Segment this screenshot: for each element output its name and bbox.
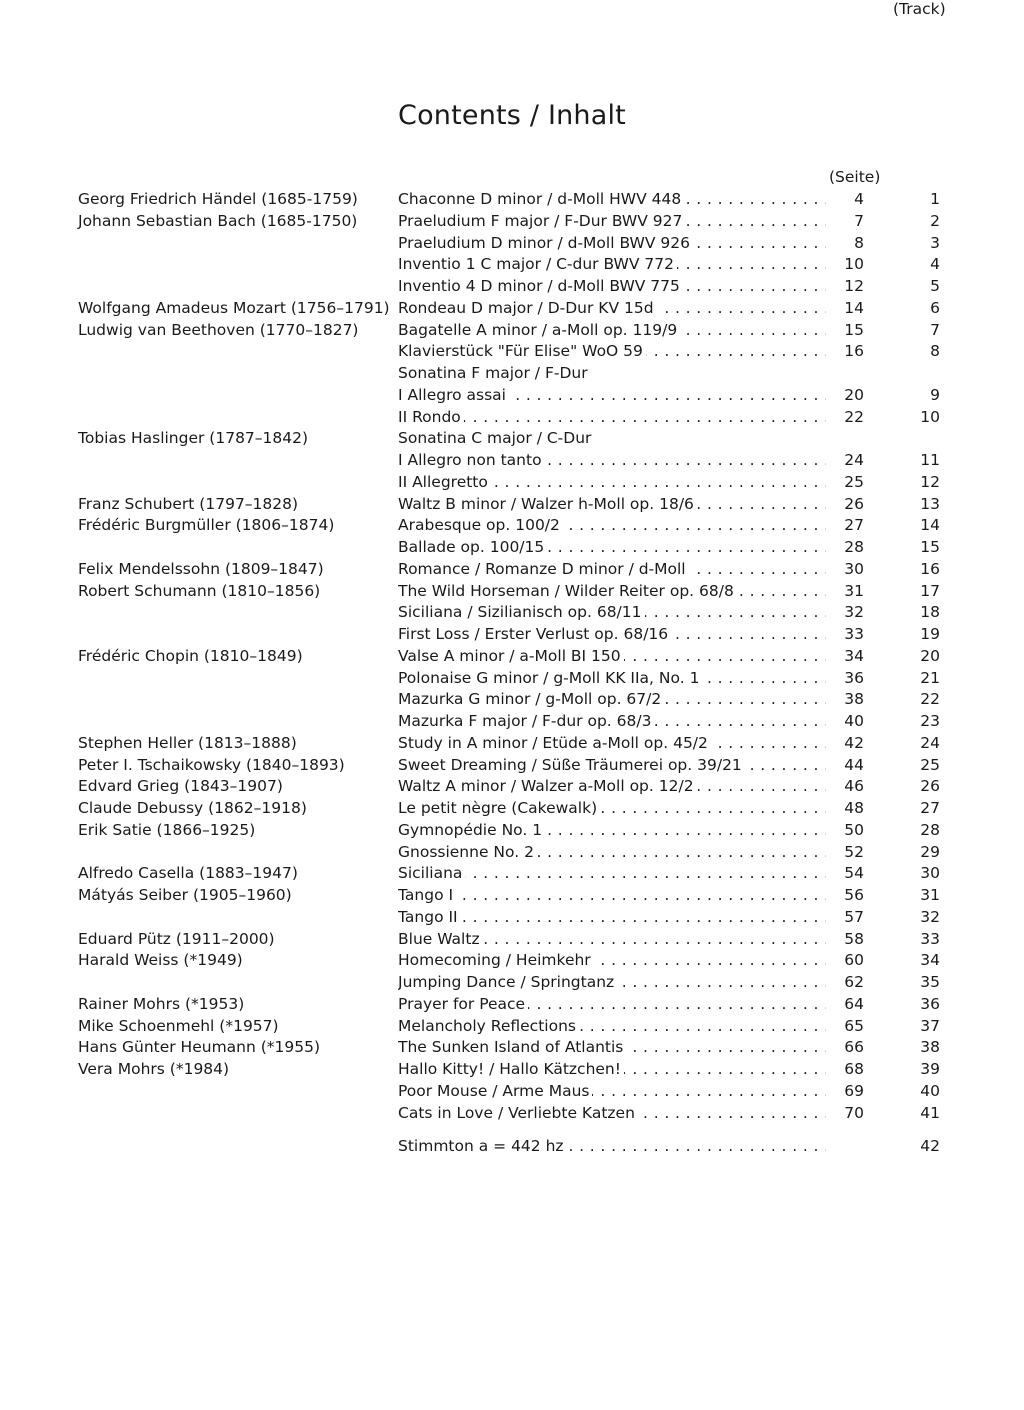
track-number: 40 (920, 1081, 940, 1100)
toc-row (0, 406, 1024, 428)
piece-title-cell (398, 884, 826, 906)
page-number: 22 (844, 407, 864, 426)
track-number: 12 (920, 472, 940, 491)
piece-title: The Wild Horseman / Wilder Reiter op. 68/8 (398, 582, 737, 600)
piece-title: Sonatina F major / F-Dur (398, 364, 591, 382)
toc-row (0, 319, 1024, 341)
toc-row (0, 558, 1024, 580)
toc-row (0, 688, 1024, 710)
page-number: 16 (844, 342, 864, 361)
piece-title: Sweet Dreaming / Süße Träumerei op. 39/21 (398, 756, 745, 774)
track-number: 7 (930, 320, 940, 339)
page-number: 4 (854, 190, 864, 208)
toc-row (0, 1036, 1024, 1058)
piece-title: II Allegretto (398, 473, 491, 491)
piece-title-cell (398, 841, 826, 863)
piece-title: Praeludium D minor / d-Moll BWV 926 (398, 234, 693, 252)
composer-name: Eduard Pütz (1911–2000) (78, 929, 275, 948)
piece-title: Arabesque op. 100/2 (398, 516, 563, 534)
piece-title-cell (398, 754, 826, 776)
composer-name: Alfredo Casella (1883–1947) (78, 864, 298, 883)
track-number: 30 (920, 864, 940, 883)
toc-row (0, 754, 1024, 776)
page-number: 42 (844, 733, 864, 752)
page-number: 58 (844, 929, 864, 948)
track-number: 16 (920, 559, 940, 578)
piece-title: Homecoming / Heimkehr (398, 951, 594, 969)
piece-title: Siciliana / Sizilianisch op. 68/11 (398, 603, 645, 621)
piece-title-cell (398, 732, 826, 754)
piece-title-cell (398, 797, 826, 819)
page-number: 24 (844, 451, 864, 469)
page-number: 56 (844, 886, 864, 904)
track-number: 9 (930, 385, 940, 404)
piece-title-cell (398, 667, 826, 689)
page-number: 20 (844, 385, 864, 404)
piece-title: Siciliana (398, 864, 465, 882)
composer-name: Rainer Mohrs (*1953) (78, 994, 245, 1013)
piece-title-cell (398, 623, 826, 645)
piece-title-cell (398, 340, 826, 362)
piece-title: Tango II (398, 908, 461, 926)
page-number: 46 (844, 777, 864, 796)
piece-title: Romance / Romanze D minor / d-Moll (398, 560, 689, 578)
toc-row (0, 210, 1024, 232)
piece-title: I Allegro non tanto (398, 451, 545, 469)
track-number: 8 (930, 342, 940, 361)
piece-title-cell (398, 362, 826, 384)
track-number: 41 (920, 1103, 940, 1122)
composer-name: Robert Schumann (1810–1856) (78, 581, 321, 600)
composer-name: Johann Sebastian Bach (1685-1750) (78, 211, 358, 230)
toc-row (0, 275, 1024, 297)
track-number: 25 (920, 755, 940, 774)
piece-title: Jumping Dance / Springtanz (398, 973, 617, 991)
toc-row (0, 188, 1024, 210)
piece-title: Inventio 1 C major / C-dur BWV 772 (398, 255, 677, 273)
piece-title: Gnossienne No. 2 (398, 843, 537, 861)
page-number: 25 (844, 472, 864, 491)
page-number: 32 (844, 603, 864, 622)
page-number: 26 (844, 494, 864, 513)
page-number: 34 (844, 646, 864, 665)
piece-title-cell (398, 536, 826, 558)
piece-title-cell (398, 210, 826, 232)
piece-title-cell (398, 906, 826, 928)
piece-title-cell (398, 558, 826, 580)
piece-title-cell (398, 1135, 826, 1157)
piece-title-cell (398, 493, 826, 515)
page-number: 33 (844, 625, 864, 643)
toc-row (0, 580, 1024, 602)
page-number: 30 (844, 559, 864, 578)
page-number: 62 (844, 973, 864, 991)
piece-title-cell (398, 862, 826, 884)
toc-row (0, 1080, 1024, 1102)
track-number: 15 (920, 538, 940, 556)
piece-title-cell (398, 819, 826, 841)
page-number: 64 (844, 994, 864, 1013)
composer-name: Stephen Heller (1813–1888) (78, 733, 297, 752)
piece-title-cell (398, 601, 826, 623)
toc-row (0, 536, 1024, 558)
track-number: 21 (920, 668, 940, 687)
toc-row (0, 601, 1024, 623)
page-number: 40 (844, 712, 864, 730)
page-number: 54 (844, 864, 864, 883)
track-number: 39 (920, 1060, 940, 1078)
page-number: 38 (844, 690, 864, 709)
toc-row (0, 667, 1024, 689)
track-number: 22 (920, 690, 940, 709)
piece-title: Mazurka G minor / g-Moll op. 67/2 (398, 690, 664, 708)
toc-row (0, 253, 1024, 275)
piece-title-cell (398, 688, 826, 710)
composer-name: Frédéric Chopin (1810–1849) (78, 646, 303, 665)
toc-row (0, 1058, 1024, 1080)
track-number: 36 (920, 994, 940, 1013)
toc-row (0, 819, 1024, 841)
piece-title: Stimmton a = 442 hz (398, 1137, 567, 1155)
piece-title-cell (398, 1058, 826, 1080)
page-number: 44 (844, 755, 864, 774)
track-number: 26 (920, 777, 940, 796)
piece-title: II Rondo (398, 408, 464, 426)
piece-title: Polonaise G minor / g-Moll KK IIa, No. 1 (398, 669, 702, 687)
toc-row (0, 841, 1024, 863)
piece-title: Melancholy Reflections (398, 1017, 579, 1035)
piece-title: Blue Waltz (398, 930, 483, 948)
piece-title-cell (398, 406, 826, 428)
toc-row (0, 449, 1024, 471)
track-number: 38 (920, 1038, 940, 1057)
track-number: 5 (930, 277, 940, 295)
toc-row (0, 732, 1024, 754)
track-number: 37 (920, 1016, 940, 1035)
track-number: 6 (930, 298, 940, 317)
page-title: Contents / Inhalt (398, 100, 626, 131)
composer-name: Vera Mohrs (*1984) (78, 1060, 230, 1078)
piece-title-cell (398, 1036, 826, 1058)
piece-title: Waltz A minor / Walzer a-Moll op. 12/2 (398, 777, 697, 795)
page-number: 12 (844, 277, 864, 295)
composer-name: Edvard Grieg (1843–1907) (78, 777, 283, 796)
page-number: 60 (844, 951, 864, 970)
piece-title-cell (398, 319, 826, 341)
page-number: 27 (844, 516, 864, 535)
composer-name: Frédéric Burgmüller (1806–1874) (78, 516, 335, 535)
composer-name: Peter I. Tschaikowsky (1840–1893) (78, 755, 345, 774)
piece-title-cell (398, 232, 826, 254)
track-number: 29 (920, 842, 940, 861)
toc-row (0, 1015, 1024, 1037)
piece-title-cell (398, 1102, 826, 1124)
track-number: 19 (920, 625, 940, 643)
piece-title: Ballade op. 100/15 (398, 538, 547, 556)
piece-title: Sonatina C major / C-Dur (398, 429, 594, 447)
track-number: 20 (920, 646, 940, 665)
piece-title-cell (398, 253, 826, 275)
piece-title: First Loss / Erster Verlust op. 68/16 (398, 625, 671, 643)
piece-title: Bagatelle A minor / a-Moll op. 119/9 (398, 321, 680, 339)
piece-title: I Allegro assai (398, 386, 509, 404)
composer-name: Claude Debussy (1862–1918) (78, 799, 307, 817)
piece-title-cell (398, 384, 826, 406)
page-number: 8 (854, 233, 864, 252)
track-number: 24 (920, 733, 940, 752)
track-number: 10 (920, 407, 940, 426)
piece-title: Hallo Kitty! / Hallo Kätzchen! (398, 1060, 624, 1078)
piece-title: Mazurka F major / F-dur op. 68/3 (398, 712, 654, 730)
piece-title-cell (398, 1015, 826, 1037)
toc-row (0, 514, 1024, 536)
page-number: 48 (844, 799, 864, 817)
toc-row (0, 471, 1024, 493)
page-number: 68 (844, 1060, 864, 1078)
piece-title: Waltz B minor / Walzer h-Moll op. 18/6 (398, 495, 697, 513)
toc-row (0, 993, 1024, 1015)
toc-row (0, 427, 1024, 449)
piece-title: Cats in Love / Verliebte Katzen (398, 1104, 638, 1122)
toc-row (0, 645, 1024, 667)
piece-title-cell (398, 449, 826, 471)
track-number: 32 (920, 907, 940, 926)
page-number: 14 (844, 298, 864, 317)
track-number: 42 (920, 1137, 940, 1156)
composer-name: Hans Günter Heumann (*1955) (78, 1038, 321, 1057)
page-column-header: (Seite) (829, 168, 881, 186)
piece-title: Chaconne D minor / d-Moll HWV 448 (398, 190, 684, 208)
toc-row (0, 862, 1024, 884)
toc-row (0, 884, 1024, 906)
composer-name: Mike Schoenmehl (*1957) (78, 1016, 279, 1035)
toc-row (0, 906, 1024, 928)
piece-title: Rondeau D major / D-Dur KV 15d (398, 299, 657, 317)
page-number: 52 (844, 842, 864, 861)
toc-row (0, 623, 1024, 645)
toc-row (0, 362, 1024, 384)
piece-title: Prayer for Peace (398, 995, 528, 1013)
composer-name: Wolfgang Amadeus Mozart (1756–1791) (78, 298, 390, 317)
composer-name: Ludwig van Beethoven (1770–1827) (78, 320, 359, 339)
track-number: 17 (920, 581, 940, 600)
track-number: 35 (920, 973, 940, 991)
toc-row (0, 232, 1024, 254)
track-number: 28 (920, 820, 940, 839)
track-number: 1 (930, 190, 940, 208)
toc-row (0, 297, 1024, 319)
piece-title-cell (398, 993, 826, 1015)
page-number: 28 (844, 538, 864, 556)
toc-row (0, 384, 1024, 406)
composer-name: Georg Friedrich Händel (1685-1759) (78, 190, 358, 208)
page-number: 66 (844, 1038, 864, 1057)
page-number: 65 (844, 1016, 864, 1035)
piece-title-cell (398, 645, 826, 667)
piece-title-cell (398, 471, 826, 493)
composer-name: Felix Mendelssohn (1809–1847) (78, 559, 324, 578)
toc-row (0, 949, 1024, 971)
toc-row (0, 1102, 1024, 1124)
track-number: 4 (930, 255, 940, 274)
composer-name: Mátyás Seiber (1905–1960) (78, 886, 292, 904)
piece-title-cell (398, 971, 826, 993)
page-number: 57 (844, 907, 864, 926)
toc-row (0, 775, 1024, 797)
track-number: 34 (920, 951, 940, 970)
page-number: 15 (844, 320, 864, 339)
toc-row (0, 1135, 1024, 1157)
piece-title-cell (398, 297, 826, 319)
toc-row (0, 710, 1024, 732)
page-number: 70 (844, 1103, 864, 1122)
piece-title-cell (398, 275, 826, 297)
composer-name: Harald Weiss (*1949) (78, 951, 243, 970)
composer-name: Erik Satie (1866–1925) (78, 820, 256, 839)
piece-title-cell (398, 1080, 826, 1102)
composer-name: Tobias Haslinger (1787–1842) (78, 429, 309, 448)
track-number: 13 (920, 494, 940, 513)
piece-title-cell (398, 710, 826, 732)
track-number: 11 (920, 451, 940, 469)
piece-title-cell (398, 514, 826, 536)
piece-title-cell (398, 580, 826, 602)
page-number: 7 (854, 211, 864, 230)
piece-title: Gymnopédie No. 1 (398, 821, 545, 839)
toc-row (0, 340, 1024, 362)
track-number: 3 (930, 233, 940, 252)
page-number: 69 (844, 1081, 864, 1100)
track-number: 31 (920, 886, 940, 904)
piece-title: Valse A minor / a-Moll BI 150 (398, 647, 624, 665)
toc-row (0, 971, 1024, 993)
page-number: 36 (844, 668, 864, 687)
toc-row (0, 797, 1024, 819)
piece-title: Praeludium F major / F-Dur BWV 927 (398, 212, 685, 230)
toc-row (0, 493, 1024, 515)
track-column-header: (Track) (893, 0, 946, 18)
piece-title: Poor Mouse / Arme Maus (398, 1082, 592, 1100)
track-number: 27 (920, 799, 940, 817)
piece-title-cell (398, 188, 826, 210)
piece-title-cell (398, 928, 826, 950)
track-number: 18 (920, 603, 940, 622)
piece-title-cell (398, 775, 826, 797)
track-number: 23 (920, 712, 940, 730)
page-number: 50 (844, 820, 864, 839)
toc-row (0, 928, 1024, 950)
piece-title: Le petit nègre (Cakewalk) (398, 799, 600, 817)
piece-title-cell (398, 427, 826, 449)
piece-title: Tango I (398, 886, 456, 904)
piece-title: Study in A minor / Etüde a-Moll op. 45/2 (398, 734, 711, 752)
track-number: 33 (920, 929, 940, 948)
composer-name: Franz Schubert (1797–1828) (78, 494, 299, 513)
page-number: 31 (844, 581, 864, 600)
piece-title: The Sunken Island of Atlantis (398, 1038, 626, 1056)
track-number: 14 (920, 516, 940, 535)
piece-title-cell (398, 949, 826, 971)
piece-title: Klavierstück "Für Elise" WoO 59 (398, 342, 646, 360)
track-number: 2 (930, 211, 940, 230)
piece-title: Inventio 4 D minor / d-Moll BWV 775 (398, 277, 683, 295)
page-number: 10 (844, 255, 864, 274)
